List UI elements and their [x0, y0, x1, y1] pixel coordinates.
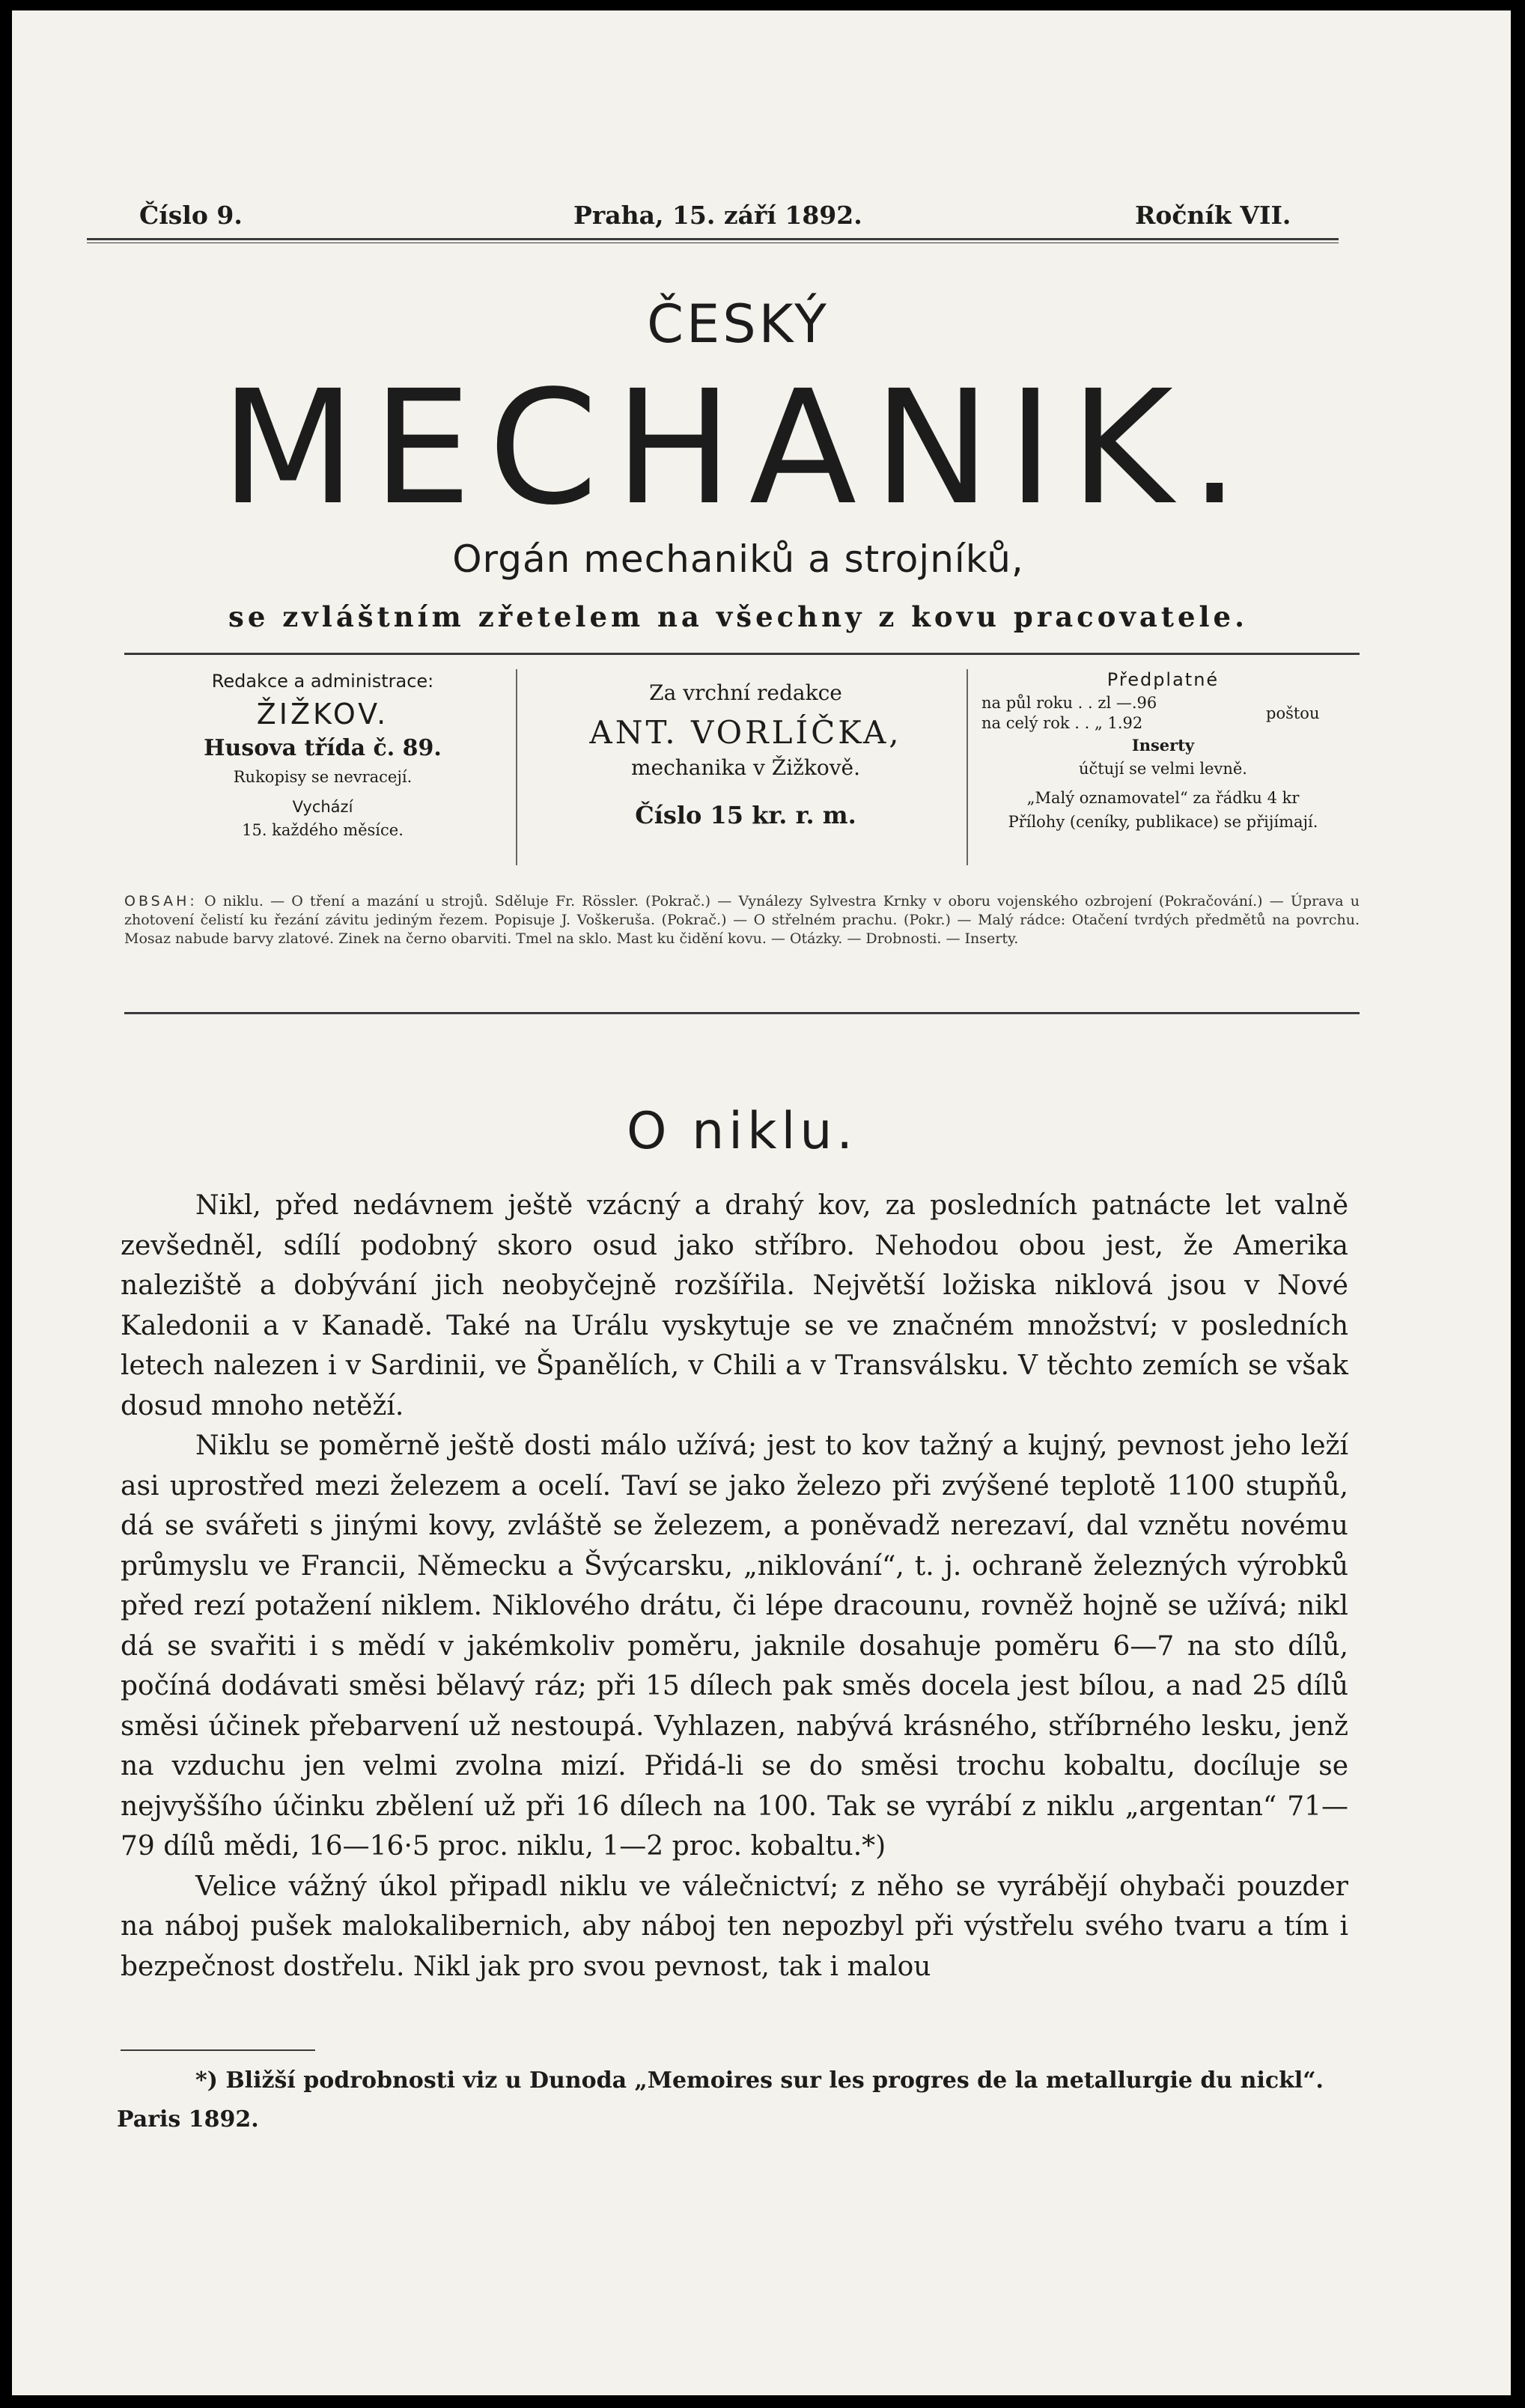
issue-price: Číslo 15 kr. r. m.: [635, 801, 856, 829]
price-postal: poštou: [1266, 704, 1320, 722]
editorial-label: Redakce a administrace:: [211, 671, 434, 692]
subscription-label: Předplatné: [1107, 669, 1220, 690]
editorial-street: Husova třída č. 89.: [204, 735, 442, 761]
article-paragraph: Niklu se poměrně ještě dosti málo užívá; jest to kov tažný a kujný, pevnost jeho leží asi uprostřed mezi železem a ocelí. Taví se jako železo při zvýšené teplotě 1100 stupňů, dá se svářeti s jinými kovy, zvláště se železem, a poněvadž nerezaví, dal vznětu novému průmyslu ve Francii, Německu a Švýcarsku, „niklování“, t. j. ochraně železných výrobků před rezí potažení niklem. Niklového drátu, či lépe dracounu, rovněž hojně se užívá; nikl dá se svařiti i s mědí v jakémkoliv poměru, jaknile dosahuje poměru 6—7 na sto dílů, počíná dodávati směsi bělavý ráz; při 15 dílech pak směs docela jest bílou, a nad 25 dílů směsi účinek přebarvení už nestoupá. Vyhlazen, nabývá krásného, stříbrného lesku, jenž na vzduchu jen velmi zvolna mizí. Přidá-li se do směsi trochu kobaltu, docíluje se nejvyššího účinku zbělení už při 16 dílech na 100. Tak se vyrábí z niklu „argentan“ 71—79 dílů mědi, 16—16·5 proc. niklu, 1—2 proc. kobaltu.*): [121, 1430, 1348, 1862]
editor-role: mechanika v Žižkově.: [630, 755, 861, 780]
published-when: 15. každého měsíce.: [242, 821, 404, 839]
top-rule: [87, 238, 1339, 240]
article-paragraph: Nikl, před nedávnem ještě vzácný a drahý kov, za posledních patnácte let valně zevšedněl, sdílí podobný skoro osud jako stříbro. Nehodou obou jest, že Amerika naleziště a dobývání jich neobyčejně rozšířila. Největší ložiska niklová jsou v Nové Kaledonii a v Kanadě. Také na Urálu vyskytuje se ve značném množství; v posledních letech nalezen i v Sardinii, ve Španělích, v Chili a v Transválsku. V těchto zemích se však dosud mnoho netěží.: [121, 1190, 1348, 1421]
footnote-rule: [121, 2049, 315, 2051]
masthead-cesky: ČESKÝ: [647, 293, 830, 355]
issue-number: Číslo 9.: [139, 201, 243, 230]
newspaper-page: [12, 10, 1511, 2395]
contents-text: O niklu. — O tření a mazání u strojů. Sděluje Fr. Rössler. (Pokrač.) — Vynálezy Sylvestra Krnky v oboru vojenského ozbrojení (Pokračování.) — Úprava u zhotovení čelistí ku řezání závitu jediným řezem. Popisuje J. Voškeruša. (Pokrač.) — O střelném prachu. (Pokr.) — Malý rádce: Otačení tvrdých předmětů na povrchu. Mosaz nabude barvy zlatové. Zinek na černo obarviti. Tmel na sklo. Mast ku čidění kovu. — Otázky. — Drobnosti. — Inserty.: [124, 893, 1360, 947]
editor-label: Za vrchní redakce: [649, 680, 842, 705]
editorial-manuscripts: Rukopisy se nevracejí.: [233, 768, 413, 786]
article-body: [121, 1186, 1348, 1987]
editorial-city: ŽIŽKOV.: [256, 698, 389, 731]
price-full-year: na celý rok . . „ 1.92: [981, 714, 1143, 732]
place-date: Praha, 15. září 1892.: [573, 201, 862, 230]
subscription-column: [967, 669, 1360, 834]
supplements-note: Přílohy (ceníky, publikace) se přijímají.: [1008, 812, 1318, 831]
masthead-organ: Orgán mechaniků a strojníků,: [452, 537, 1024, 581]
ads-note: účtují se velmi levně.: [1079, 759, 1247, 778]
article-title: O niklu.: [626, 1102, 858, 1161]
editorial-column: [124, 668, 521, 843]
footnote: *) Bližší podrobnosti viz u Dunoda „Memoires sur les progres de la metallurgie du nickl“. Paris 1892.: [117, 2067, 1324, 2133]
volume-number: Ročník VII.: [1135, 201, 1291, 230]
editor-column: [529, 680, 963, 829]
contents-box: [124, 892, 1360, 948]
masthead-subtitle: se zvláštním zřetelem na všechny z kovu pracovatele.: [228, 600, 1248, 633]
small-ad-price: „Malý oznamovatel“ za řádku 4 kr: [1026, 789, 1300, 807]
ads-label: Inserty: [1131, 736, 1195, 755]
price-half-year: na půl roku . . zl —.96: [981, 694, 1157, 712]
column-divider-1: [516, 669, 517, 865]
contents-label: OBSAH:: [124, 893, 198, 909]
contents-rule: [124, 1012, 1360, 1014]
masthead-title: MECHANIK.: [220, 356, 1256, 540]
article-paragraph: Velice vážný úkol připadl niklu ve válečnictví; z něho se vyrábějí ohybači pouzder na náboj pušek malokalibernich, aby náboj ten nepozbyl při výstřelu svého tvaru a tím i bezpečnost dostřelu. Nikl jak pro svou pevnost, tak i malou: [121, 1871, 1348, 1982]
editor-name: ANT. VORLÍČKA,: [589, 714, 902, 751]
published-label: Vychází: [292, 797, 353, 816]
masthead-rule: [124, 653, 1360, 655]
